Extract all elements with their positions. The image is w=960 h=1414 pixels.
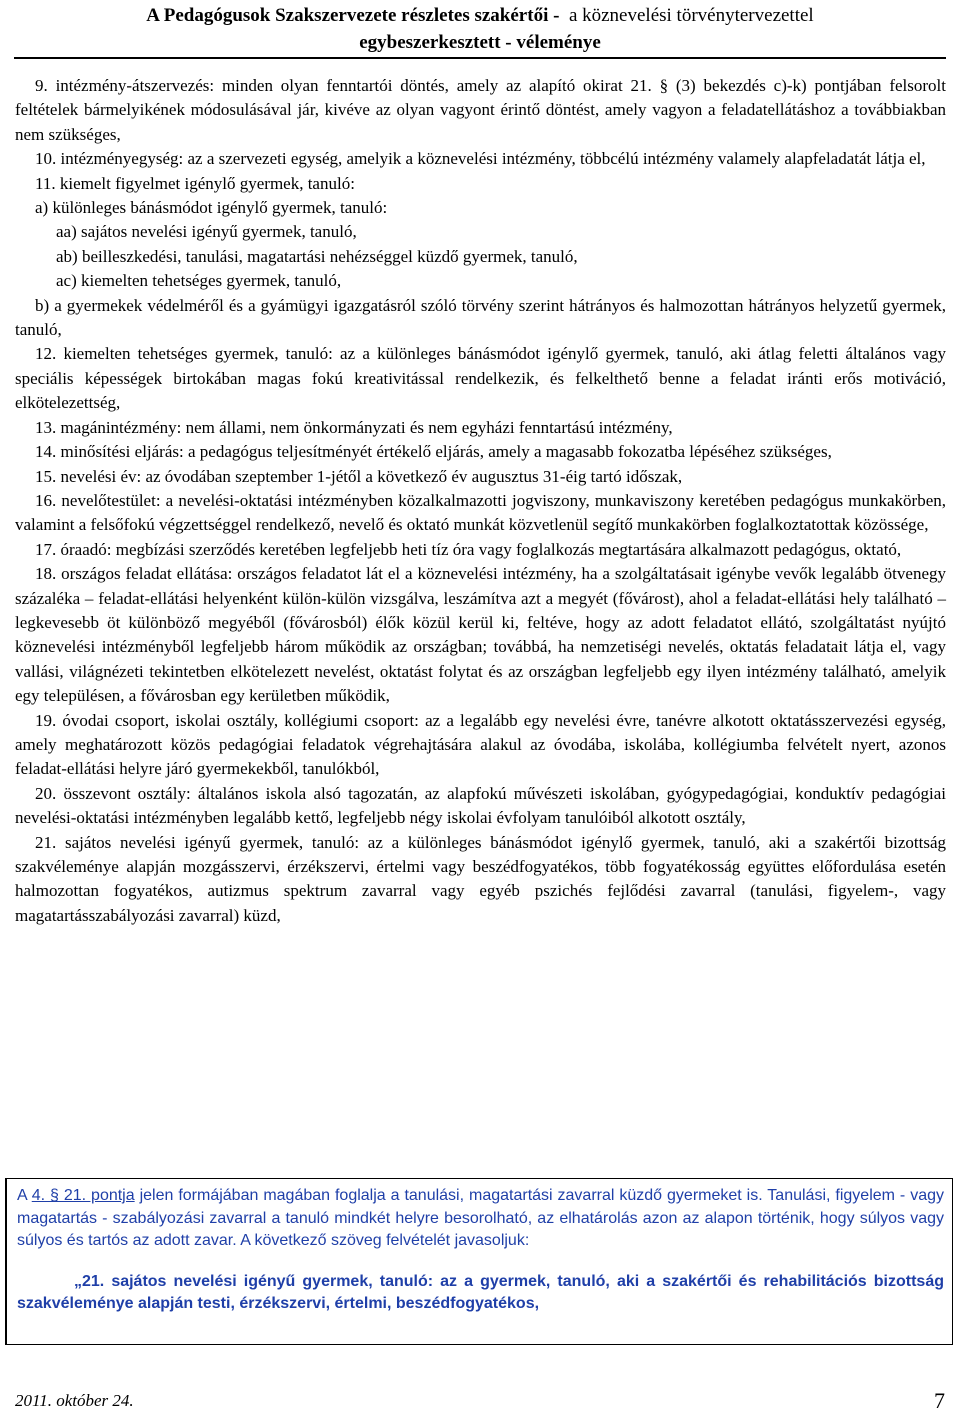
definition-11-ab: ab) beilleszkedési, tanulási, magatartási nehézséggel küzdő gyermek, tanuló,: [56, 246, 578, 266]
definition-11-a: a) különleges bánásmódot igénylő gyermek, tanuló:: [35, 198, 388, 218]
header-title-part2: a köznevelési törvénytervezettel: [568, 5, 814, 26]
definition-15: 15. nevelési év: az óvodában szeptember 1-jétől a következő év augusztus 31-éig tartó időszak,: [35, 466, 683, 486]
definition-13: 13. magánintézmény: nem állami, nem önkormányzati és nem egyházi fenntartású intézmény,: [35, 417, 673, 437]
header-divider: [14, 57, 946, 59]
definition-11: 11. kiemelt figyelmet igénylő gyermek, tanuló:: [35, 173, 355, 193]
header-line-2: egybeszerkesztett - véleménye: [359, 32, 601, 53]
proposed-text-content: „21. sajátos nevelési igényű gyermek, tanuló: az a gyermek, tanuló, aki a szakértői és rehabilitációs bizottság szakvéleménye alapján testi, érzékszervi, értelmi, beszédfogyatékos,: [17, 1272, 944, 1313]
section-reference-link[interactable]: 4. § 21. pontja: [31, 1187, 135, 1204]
comment-text: [17, 1185, 944, 1253]
definition-17: 17. óraadó: megbízási szerződés keretében legfeljebb heti tíz óra vagy foglalkozás megtartására alkalmazott pedagógus, oktató,: [35, 539, 902, 559]
comment-rest: jelen formájában magában foglalja a tanulási, magatartási zavarral küzdő gyermeket is. Tanulási, figyelem - vagy magatartás - szabályozási zavarral a tanuló mindkét helyre besorolható, az elhatárolás azon az alapon történik, hogy súlyos vagy súlyos és tartós az adott zavar. A következő szöveg felvételét javasoljuk:: [17, 1187, 944, 1250]
union-comment-box: [5, 1178, 953, 1345]
definition-11-aa: aa) sajátos nevelési igényű gyermek, tanuló,: [56, 222, 357, 242]
definition-14: 14. minősítési eljárás: a pedagógus teljesítményét értékelő eljárás, amely a magasabb fokozatba lépéséhez szükséges,: [35, 442, 832, 462]
definition-9: 9. intézmény-átszervezés: minden olyan fenntartói döntés, amely az alapító okirat 21. § (3) bekezdés c)-k) pontjában felsorolt feltételek bármelyikének módosulásával jár, kivéve az olyan vagyont érintő döntést, amely vagyon a feladatellátáshoz a továbbiakban nem szükséges,: [15, 76, 946, 144]
definition-11-ac: ac) kiemelten tehetséges gyermek, tanuló,: [56, 271, 342, 291]
definition-16: 16. nevelőtestület: a nevelési-oktatási intézményben közalkalmazotti jogviszony, munkaviszony keretében pedagógus munkakörben, valamint a felsőfokú végzettséggel rendelkező, nevelő és oktató munkát közvetlenül segítő munkakörben foglalkoztatottak közössége,: [15, 490, 946, 535]
footer-date: 2011. október 24.: [15, 1391, 134, 1410]
definition-19: 19. óvodai csoport, iskolai osztály, kollégiumi csoport: az a legalább egy nevelési évre, tanévre alkotott oktatásszervezési egység, amely meghatározott közös pedagógiai feladatok végrehajtására alakul az óvodába, iskolába, kollégiumba felvételt nyert, azonos feladat-ellátási helyre járó gyermekekből, tanulókból,: [15, 710, 946, 779]
page-header: [0, 0, 960, 56]
definition-20: 20. összevont osztály: általános iskola alsó tagozatán, az alapfokú művészeti iskolában, gyógypedagógiai, konduktív pedagógiai nevelési-oktatási intézményben legalább kettő, legfeljebb négy iskolai évfolyam tanulóiból alkotott osztály,: [15, 783, 946, 828]
comment-pre: A: [17, 1187, 32, 1204]
definition-21: 21. sajátos nevelési igényű gyermek, tanuló: az a különleges bánásmódot igénylő gyermek, tanuló, aki a szakértői bizottság szakvéleménye alapján mozgásszervi, érzékszervi, értelmi vagy beszédfogyatékos, több fogyatékosság együttes előfordulása esetén halmozottan fogyatékos, autizmus spektrum zavarral vagy egyéb pszichés fejlődési zavarral (tanulási, figyelem-, vagy magatartásszabályozási zavarral) küzd,: [15, 832, 946, 925]
header-line-1: [0, 2, 960, 29]
page-number: 7: [934, 1388, 945, 1413]
header-title-part1: A Pedagógusok Szakszervezete részletes szakértői -: [146, 5, 560, 26]
definition-10: 10. intézményegység: az a szervezeti egység, amelyik a köznevelési intézmény, többcélú intézmény valamely alapfeladatát látja el,: [35, 149, 926, 169]
definition-18: 18. országos feladat ellátása: országos feladatot lát el a köznevelési intézmény, ha a szolgáltatásait igénybe vevők legalább ötvenegy százaléka – feladat-ellátási helyenként külön-külön vizsgálva, leszámítva azt a megyét (fővárost), ahol a feladat-ellátási hely található – legkevesebb öt különböző megyéből (fővárosból) élők közül kerül ki, feltéve, hogy az adott feladatot ellátó, szolgáltatást nyújtó köznevelési intézményből legfeljebb három működik az országban; továbbá, ha nemzetiségi nevelés, oktatás feladatait látja el, vagy vallási, világnézeti tekintetben elkötelezett nevelést, oktatást folytat és az országban legfeljebb egy ilyen intézmény található, amelyik egy településen, a fővárosban egy kerületben működik,: [15, 564, 946, 706]
proposed-text: [17, 1271, 944, 1316]
document-body: [15, 74, 946, 928]
definition-11-b: b) a gyermekek védelméről és a gyámügyi igazgatásról szóló törvény szerint hátrányos és halmozottan hátrányos helyzetű gyermek, tanuló,: [15, 295, 946, 340]
definition-12: 12. kiemelten tehetséges gyermek, tanuló: az a különleges bánásmódot igénylő gyermek, tanuló, aki átlag feletti általános vagy speciális képességek birtokában magas fokú kreativitással rendelkezik, és felkelthető benne a feladat iránti erős motiváció, elkötelezettség,: [15, 344, 946, 413]
